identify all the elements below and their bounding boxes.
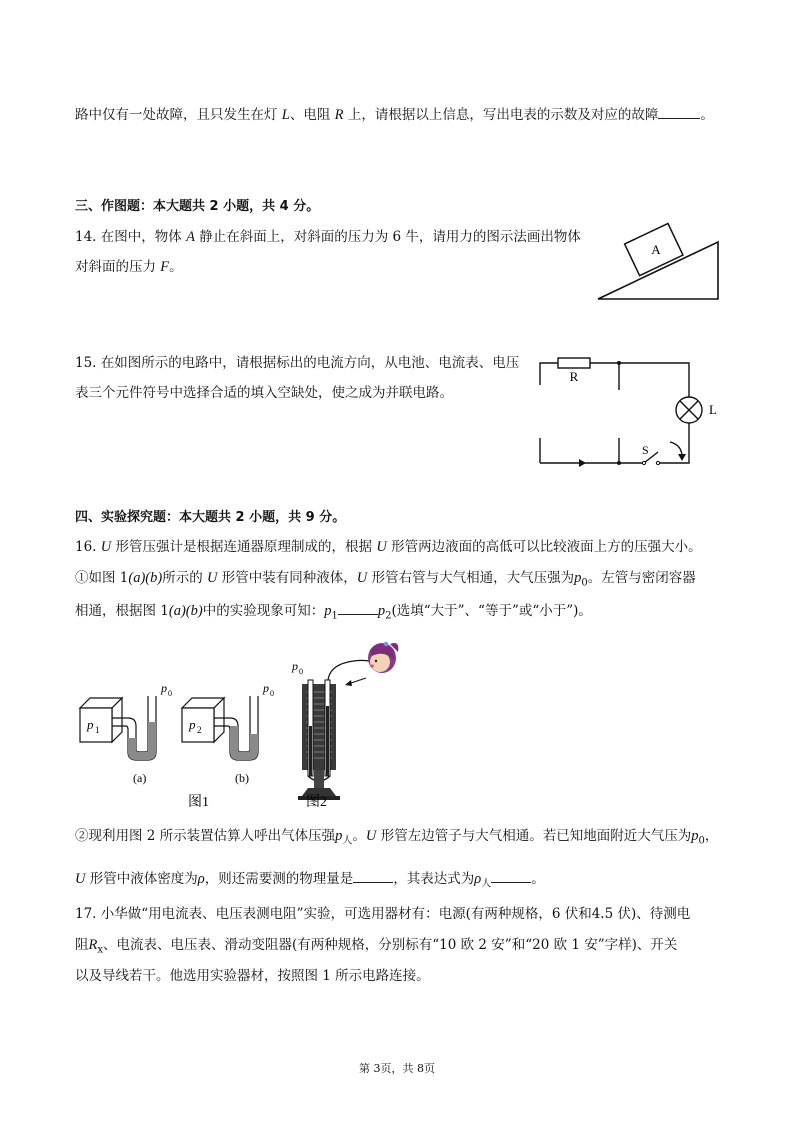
- block-a-label: A: [651, 242, 661, 257]
- svg-text:p: p: [263, 681, 269, 695]
- svg-text:0: 0: [270, 689, 274, 698]
- q16-part1-line-1: ①如图 1(a)(b)所示的 U 形管中装有同种液体，U 形管右管与大气相通，大气压强为$p_0$。左管与密闭容器: [75, 570, 696, 589]
- q15-line-2: 表三个元件符号中选择合适的填入空缺处，使之成为并联电路。: [75, 385, 453, 401]
- svg-text:2: 2: [197, 725, 202, 735]
- label-r: R: [569, 369, 579, 384]
- q16-line-1: 16. U 形管压强计是根据连通器原理制成的，根据 U 形管两边液面的高低可以比较液面上方的压强大小。: [75, 539, 702, 555]
- q17-line-1: 17. 小华做“用电流表、电压表测电阻”实验，可选用器材有：电源(有两种规格，6 伏和4.5 伏)、待测电: [75, 906, 691, 922]
- resistor-r: [558, 358, 590, 368]
- figure-2: [288, 636, 403, 812]
- svg-text:p: p: [292, 659, 298, 673]
- section-4-heading: 四、实验探究题：本大题共 2 小题，共 9 分。: [75, 510, 346, 525]
- svg-text:p: p: [189, 717, 196, 732]
- label-s: S: [642, 443, 649, 457]
- fig1-label-a: (a): [133, 771, 147, 785]
- svg-text:p: p: [161, 681, 167, 695]
- current-arrow-bottom: [579, 459, 586, 467]
- person-blowing: [368, 642, 398, 673]
- answer-blank-compare[interactable]: [338, 600, 378, 615]
- q16-part1-line-2: 相通，根据图 1(a)(b)中的实验现象可知：$p_1$ $p_2$(选填“大于”、“等于”或“小于”)。: [75, 600, 592, 627]
- wire-top-left: [540, 363, 558, 385]
- answer-blank-expression[interactable]: [491, 868, 531, 883]
- q17-line-3: 以及导线若干。他选用实验器材，按照图 1 所示电路连接。: [75, 968, 430, 984]
- q16-part2-line-2: U 形管中液体密度为ρ，则还需要测的物理量是 ，其表达式为$\rho_人$ 。: [75, 868, 545, 895]
- q14-line-1: 14. 在图中，物体 A 静止在斜面上，对斜面的压力为 6 牛，请用力的图示法画出物体: [75, 229, 581, 245]
- u-tube-a: [80, 681, 172, 785]
- parallel-circuit-figure: [532, 350, 732, 470]
- answer-blank[interactable]: [658, 104, 700, 119]
- svg-text:p: p: [87, 717, 94, 732]
- q15-line-1: 15. 在如图所示的电路中，请根据标出的电流方向，从电池、电流表、电压: [75, 355, 520, 371]
- u-tube-b: [182, 681, 274, 785]
- q14-line-2: 对斜面的压力 F。: [75, 259, 183, 275]
- q17-line-2: 阻$R_x$、电流表、电压表、滑动变阻器(有两种规格，分别标有“10 欧 2 安”和“20 欧 1 安”字样)、开关: [75, 937, 678, 956]
- svg-text:0: 0: [299, 667, 303, 676]
- label-l: L: [709, 402, 717, 417]
- page-footer: 第 3页，共 8页: [359, 1062, 435, 1075]
- section-3-heading: 三、作图题：本大题共 2 小题，共 4 分。: [75, 199, 320, 214]
- fig1-caption: 图1: [188, 795, 209, 810]
- fig2-caption: 图2: [306, 795, 327, 810]
- figure-1: [72, 682, 282, 812]
- incline-figure: [596, 212, 721, 304]
- answer-blank-quantity[interactable]: [353, 868, 393, 883]
- q16-part2-line-1: ②现利用图 2 所示装置估算人呼出气体压强$p_人$。U 形管左边管子与大气相通。若已知地面附近大气压为$p_0$，: [75, 828, 719, 847]
- wire-top-right: [619, 363, 689, 397]
- svg-text:1: 1: [95, 725, 100, 735]
- svg-text:0: 0: [168, 689, 172, 698]
- q13-continuation-line: 路中仅有一处故障，且只发生在灯 L、电阻 R 上，请根据以上信息，写出电表的示数及对应的故障 。: [75, 104, 714, 125]
- fig1-label-b: (b): [235, 771, 249, 785]
